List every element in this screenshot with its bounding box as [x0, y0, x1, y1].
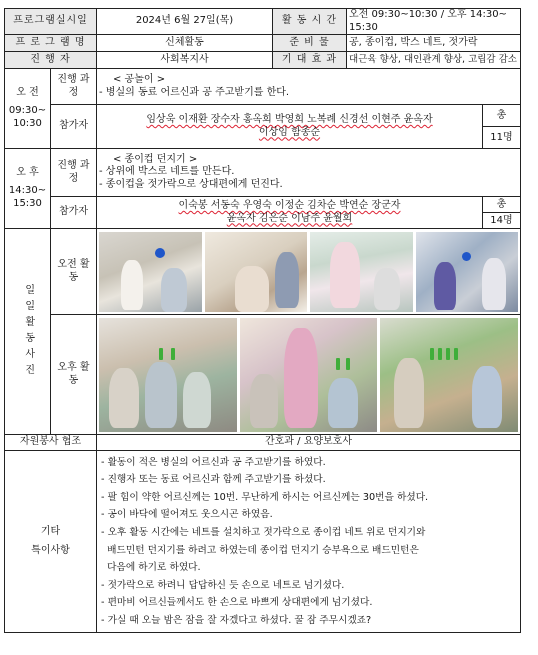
volunteer-value: 간호과 / 요양보호사 — [97, 435, 521, 451]
pm-photo-1 — [99, 318, 237, 432]
afternoon-time: 14:30~ 15:30 — [8, 185, 47, 209]
afternoon-process — [97, 149, 521, 197]
prep-label: 준 비 물 — [273, 35, 347, 52]
photos-section-label — [5, 229, 51, 435]
morning-label: 오 전 — [16, 86, 39, 98]
program-label: 프 로 그 램 명 — [5, 35, 97, 52]
note-line: 다음에 하기로 하였다. — [101, 562, 201, 574]
morning-process — [97, 69, 521, 105]
afternoon-participants-label: 참가자 — [51, 197, 97, 229]
afternoon-process-step: - 종이컵을 젓가락으로 상대편에게 던진다. — [99, 178, 283, 190]
notes-label-line1: 기타 — [40, 526, 61, 537]
volunteer-label: 자원봉사 협조 — [5, 435, 97, 451]
leader-label: 진 행 자 — [5, 52, 97, 69]
afternoon-participants-line: 윤옥자 김은순 이남주 윤월희 — [226, 212, 353, 224]
photos-section-text: 일일활동사진 — [22, 283, 34, 380]
activity-report — [4, 8, 520, 633]
am-photo-3 — [310, 232, 413, 312]
pm-photo-3 — [380, 318, 518, 432]
afternoon-participants — [97, 197, 483, 229]
morning-participants-line: 이상임 함종순 — [258, 126, 321, 138]
ball-icon — [155, 248, 165, 258]
am-photos — [97, 229, 521, 315]
note-line: - 진행자 또는 동료 어르신과 함께 주고받기를 하셨다. — [101, 474, 326, 486]
time-value: 오전 09:30~10:30 / 오후 14:30~ 15:30 — [347, 9, 521, 35]
note-line: - 가실 때 오늘 밤은 잠을 잘 자겠다고 하셨다. 꿀 잠 주무시겠죠? — [101, 614, 372, 626]
afternoon-process-step: - 상위에 박스로 네트를 만든다. — [99, 166, 235, 178]
effect-value: 대근육 향상, 대인관계 향상, 고립감 감소 — [347, 52, 521, 69]
afternoon-session — [5, 149, 51, 229]
notes-content — [97, 451, 521, 633]
pm-photos-label: 오후 활동 — [51, 315, 97, 435]
morning-process-label: 진행 과정 — [51, 69, 97, 105]
program-value: 신체활동 — [97, 35, 273, 52]
morning-total — [483, 105, 521, 149]
ball-icon — [462, 252, 471, 261]
am-photo-1 — [99, 232, 202, 312]
am-photo-4 — [416, 232, 519, 312]
note-line: 배드민턴 던지기를 하려고 하였는데 종이컵 던지기 승부욕으로 배드민턴은 — [101, 544, 419, 556]
note-line: - 젓가락으로 하려니 답답하신 듯 손으로 네트로 넘기셨다. — [101, 579, 345, 591]
date-value: 2024년 6월 27일(목) — [97, 9, 273, 35]
morning-participants-label: 참가자 — [51, 105, 97, 149]
afternoon-label: 오 후 — [16, 166, 39, 178]
am-photo-2 — [205, 232, 308, 312]
note-line: - 오후 활동 시간에는 네트를 설치하고 젓가락으로 종이컵 네트 위로 던지기와 — [101, 526, 426, 538]
pm-photo-2 — [240, 318, 378, 432]
leader-value: 사회복지사 — [97, 52, 273, 69]
morning-participants-line: 임상욱 이재환 장수자 홍옥희 박영희 노복례 신경선 이현주 윤옥자 — [146, 114, 433, 125]
date-label: 프로그램실시일 — [5, 9, 97, 35]
notes-label-line2: 특이사항 — [31, 544, 70, 556]
morning-session — [5, 69, 51, 149]
afternoon-process-label: 진행 과정 — [51, 149, 97, 197]
notes-label — [5, 451, 97, 633]
morning-total-value: 11명 — [490, 132, 513, 143]
note-line: - 팔 힘이 약한 어르신께는 10번. 무난하게 하시는 어르신께는 30번을 하셨다. — [101, 491, 429, 503]
time-label: 활 동 시 간 — [273, 9, 347, 35]
afternoon-process-title: < 종이컵 던지기 > — [113, 153, 198, 165]
note-line: - 편마비 어르신들께서도 한 손으로 바쁘게 상대편에게 넘기셨다. — [101, 597, 373, 609]
afternoon-participants-line: 이숙봉 서동숙 우영숙 이정순 김차순 박연순 장군자 — [178, 200, 401, 211]
note-line: - 공이 바닥에 떨어져도 웃으시곤 하였음. — [101, 509, 273, 521]
report-table — [4, 8, 521, 633]
am-photos-label: 오전 활동 — [51, 229, 97, 315]
morning-time: 09:30~ 10:30 — [8, 105, 47, 129]
morning-process-step: - 병실의 동료 어르신과 공 주고받기를 한다. — [99, 86, 290, 98]
effect-label: 기 대 효 과 — [273, 52, 347, 69]
afternoon-total — [483, 197, 521, 229]
morning-total-label: 총 — [483, 105, 520, 127]
prep-value: 공, 종이컵, 박스 네트, 젓가락 — [347, 35, 521, 52]
morning-participants — [97, 105, 483, 149]
note-line: - 활동이 적은 병실의 어르신과 공 주고받기를 하였다. — [101, 456, 326, 468]
afternoon-total-value: 14명 — [490, 215, 513, 226]
afternoon-total-label: 총 — [483, 197, 520, 213]
pm-photos — [97, 315, 521, 435]
morning-process-title: < 공놀이 > — [113, 74, 166, 85]
